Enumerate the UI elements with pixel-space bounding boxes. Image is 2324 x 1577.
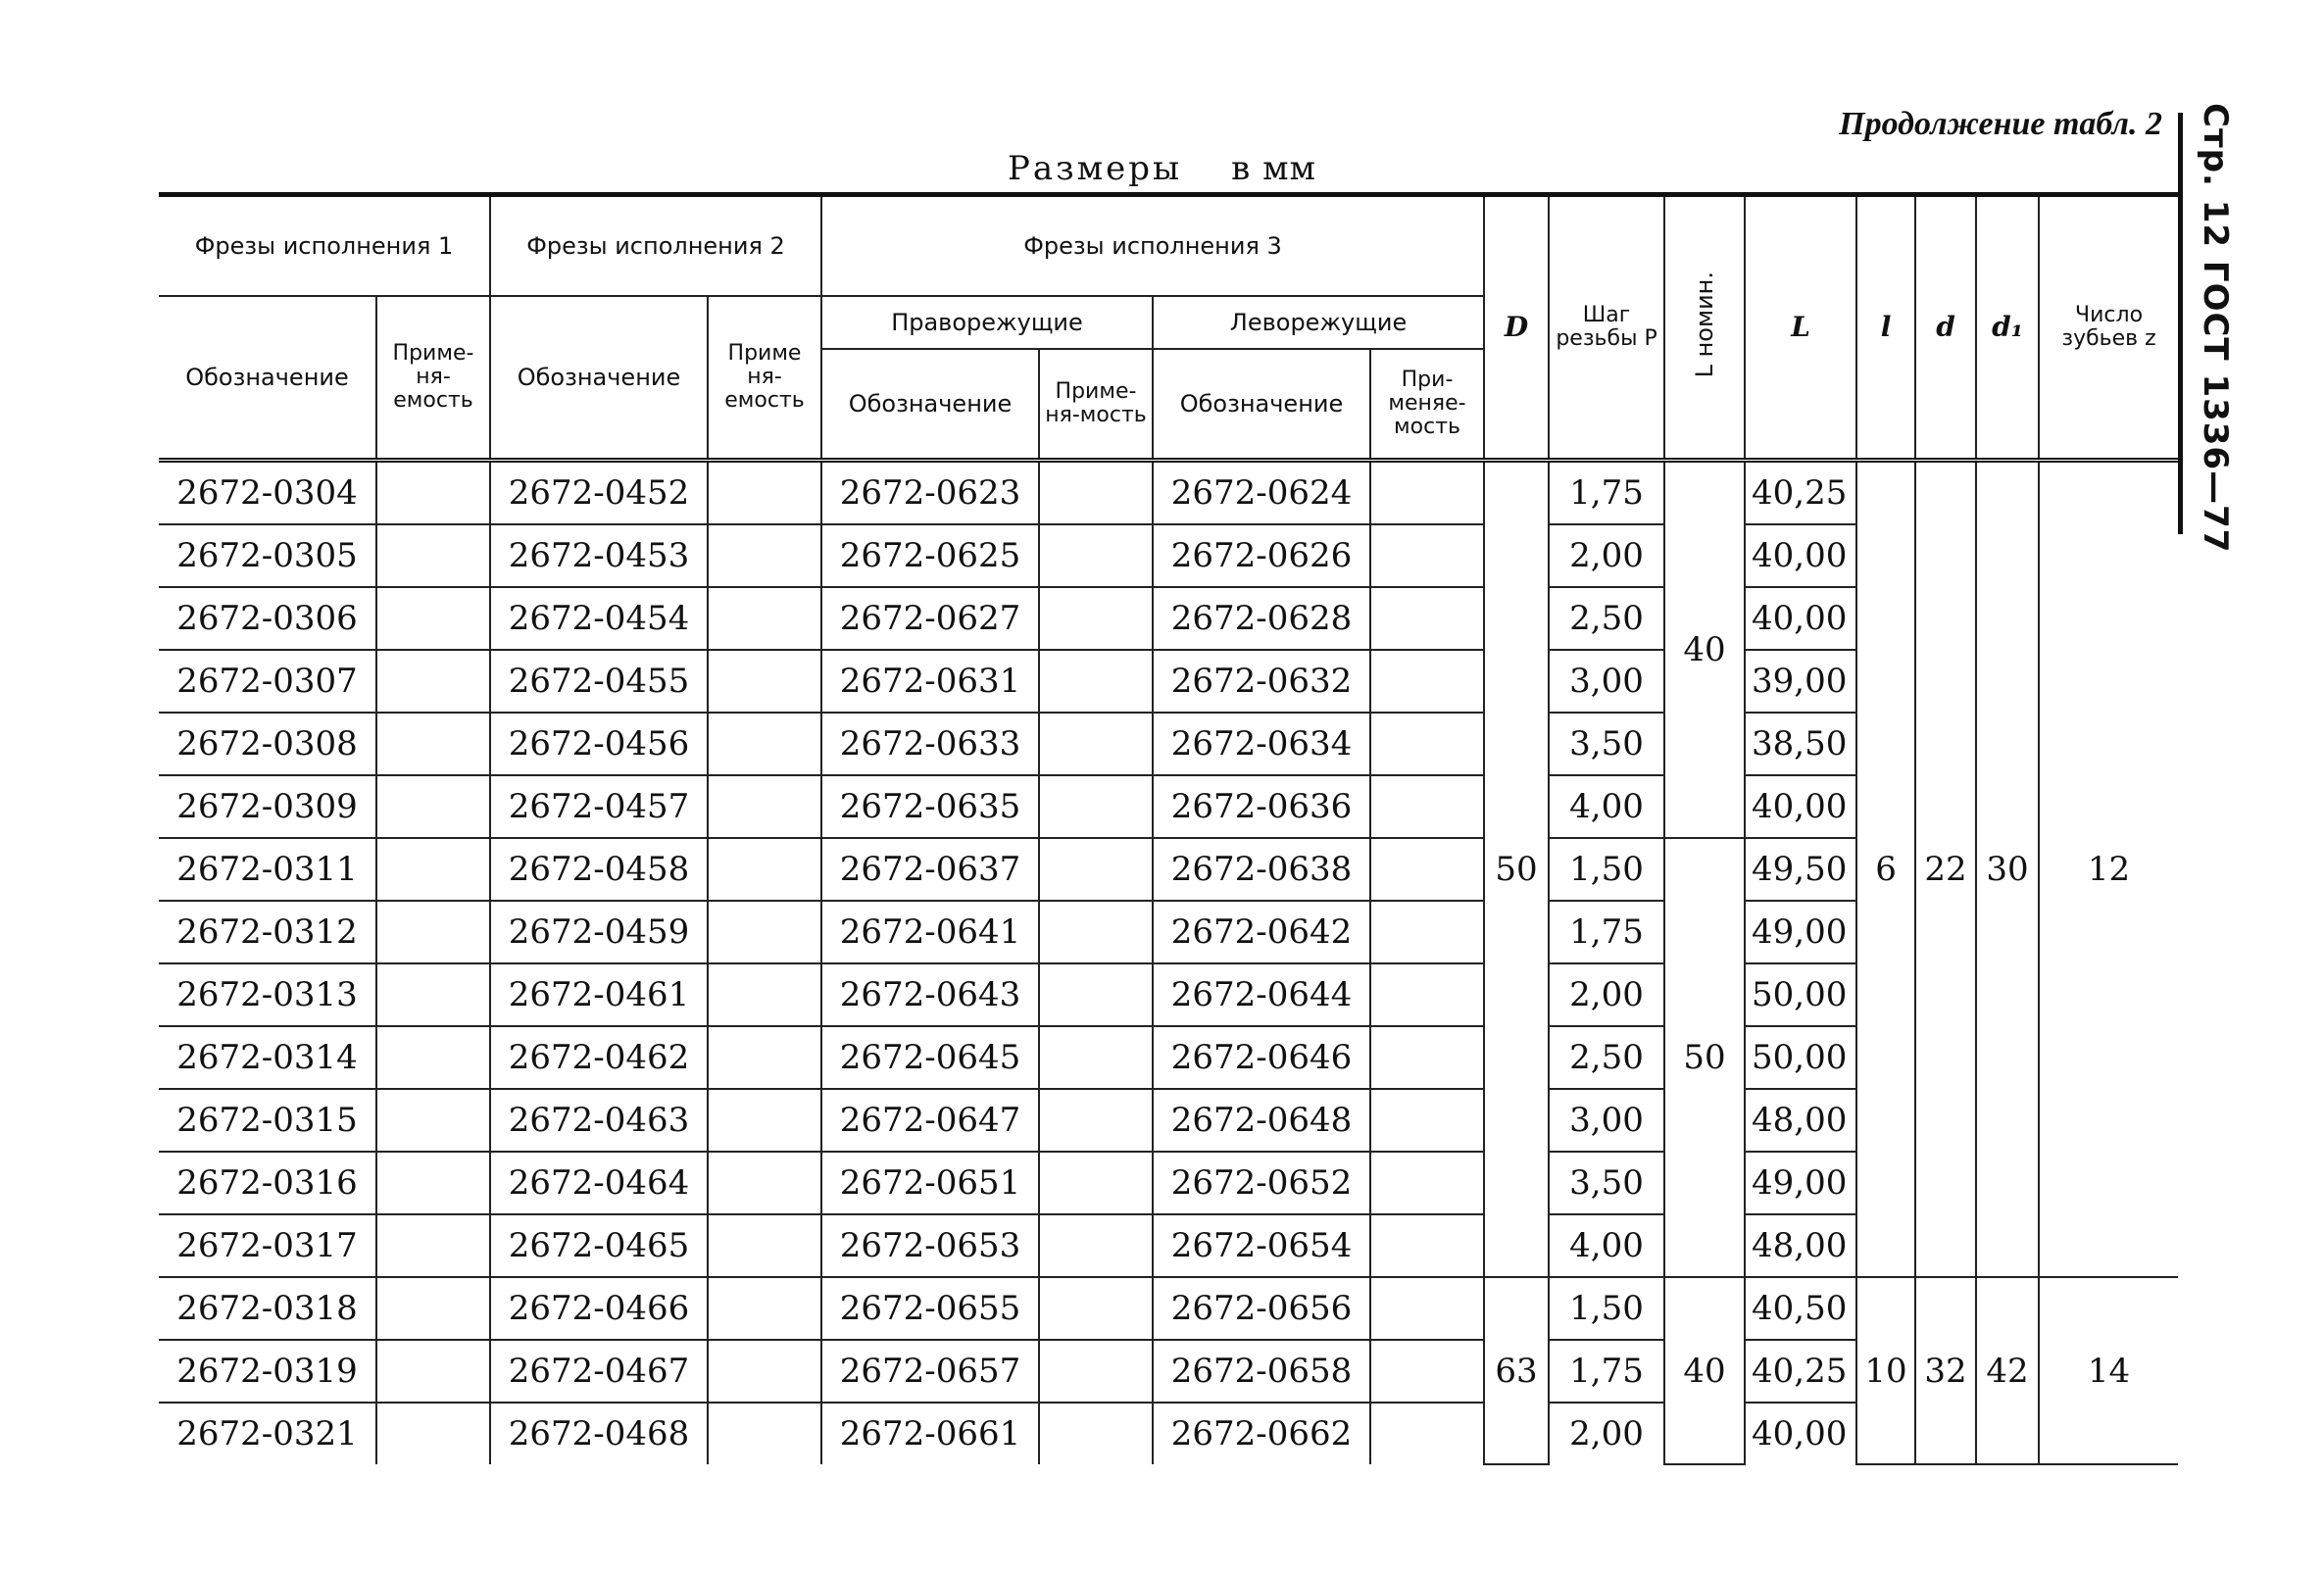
table-body — [159, 461, 2178, 1465]
designation-3-left: 2672-0648 — [1153, 1089, 1370, 1152]
designation-3-left: 2672-0642 — [1153, 901, 1370, 963]
applicability-3-left — [1370, 901, 1484, 963]
cell-L-nominal: 50 — [1664, 838, 1745, 1277]
header-applicability-2: Приме ня-емость — [708, 296, 821, 461]
designation-1: 2672-0321 — [159, 1403, 376, 1464]
cell-D: 63 — [1484, 1277, 1549, 1464]
designation-1: 2672-0318 — [159, 1277, 376, 1340]
designation-2: 2672-0454 — [490, 587, 708, 650]
applicability-2 — [708, 1214, 821, 1277]
designation-1: 2672-0304 — [159, 461, 376, 525]
applicability-1 — [376, 713, 490, 775]
applicability-1 — [376, 1277, 490, 1340]
designation-2: 2672-0467 — [490, 1340, 708, 1403]
applicability-3-left — [1370, 838, 1484, 901]
designation-3-left: 2672-0652 — [1153, 1152, 1370, 1214]
applicability-1 — [376, 775, 490, 838]
designation-2: 2672-0463 — [490, 1089, 708, 1152]
designation-3-right: 2672-0623 — [821, 461, 1039, 525]
designation-3-right: 2672-0625 — [821, 524, 1039, 587]
applicability-3-left — [1370, 461, 1484, 525]
thread-pitch: 1,50 — [1549, 838, 1664, 901]
applicability-3-right — [1039, 1340, 1153, 1403]
designation-3-right: 2672-0661 — [821, 1403, 1039, 1464]
designation-1: 2672-0315 — [159, 1089, 376, 1152]
page-standard-number: Стр. 12 ГОСТ 1336—77 — [2196, 103, 2235, 554]
designation-1: 2672-0319 — [159, 1340, 376, 1403]
thread-pitch: 1,50 — [1549, 1277, 1664, 1340]
thread-pitch: 4,00 — [1549, 775, 1664, 838]
applicability-3-right — [1039, 1026, 1153, 1089]
cell-teeth: 12 — [2039, 461, 2178, 1278]
applicability-3-left — [1370, 1340, 1484, 1403]
cell-d: 22 — [1915, 461, 1976, 1278]
designation-3-left: 2672-0656 — [1153, 1277, 1370, 1340]
applicability-2 — [708, 524, 821, 587]
designation-3-left: 2672-0662 — [1153, 1403, 1370, 1464]
length-L: 48,00 — [1745, 1089, 1856, 1152]
designation-1: 2672-0308 — [159, 713, 376, 775]
designation-2: 2672-0466 — [490, 1277, 708, 1340]
designation-3-left: 2672-0624 — [1153, 461, 1370, 525]
applicability-1 — [376, 1340, 490, 1403]
applicability-2 — [708, 650, 821, 713]
applicability-1 — [376, 838, 490, 901]
designation-2: 2672-0464 — [490, 1152, 708, 1214]
table-continuation-caption: Продолжение табл. 2 — [1839, 106, 2162, 142]
header-teeth-count: Число зубьев z — [2039, 195, 2178, 461]
length-L: 49,00 — [1745, 901, 1856, 963]
length-L: 40,25 — [1745, 1340, 1856, 1403]
applicability-3-left — [1370, 1403, 1484, 1464]
designation-1: 2672-0316 — [159, 1152, 376, 1214]
applicability-3-right — [1039, 461, 1153, 525]
designation-3-right: 2672-0633 — [821, 713, 1039, 775]
length-L: 40,25 — [1745, 461, 1856, 525]
header-d: d — [1915, 195, 1976, 461]
designation-3-left: 2672-0632 — [1153, 650, 1370, 713]
header-applicability-1: Приме-ня-емость — [376, 296, 490, 461]
applicability-3-right — [1039, 1277, 1153, 1340]
thread-pitch: 1,75 — [1549, 901, 1664, 963]
designation-3-right: 2672-0641 — [821, 901, 1039, 963]
designation-3-left: 2672-0626 — [1153, 524, 1370, 587]
applicability-2 — [708, 1340, 821, 1403]
designation-3-right: 2672-0651 — [821, 1152, 1039, 1214]
table-header — [159, 195, 2178, 461]
header-L-nominal-text: L номин. — [1690, 271, 1718, 378]
cutter-dimensions-table — [159, 192, 2178, 1465]
length-L: 50,00 — [1745, 963, 1856, 1026]
thread-pitch: 2,50 — [1549, 1026, 1664, 1089]
applicability-2 — [708, 461, 821, 525]
applicability-3-right — [1039, 838, 1153, 901]
applicability-2 — [708, 1089, 821, 1152]
designation-3-left: 2672-0658 — [1153, 1340, 1370, 1403]
thread-pitch: 2,00 — [1549, 963, 1664, 1026]
applicability-3-left — [1370, 524, 1484, 587]
header-d1: d₁ — [1976, 195, 2039, 461]
applicability-3-left — [1370, 963, 1484, 1026]
applicability-3-left — [1370, 1026, 1484, 1089]
designation-1: 2672-0312 — [159, 901, 376, 963]
designation-2: 2672-0457 — [490, 775, 708, 838]
cell-L-nominal: 40 — [1664, 461, 1745, 839]
designation-1: 2672-0307 — [159, 650, 376, 713]
header-l: l — [1856, 195, 1915, 461]
applicability-2 — [708, 713, 821, 775]
length-L: 49,50 — [1745, 838, 1856, 901]
dimensions-unit: в мм — [1231, 149, 1316, 188]
thread-pitch: 1,75 — [1549, 461, 1664, 525]
applicability-1 — [376, 1089, 490, 1152]
applicability-3-right — [1039, 901, 1153, 963]
length-L: 38,50 — [1745, 713, 1856, 775]
thread-pitch: 3,50 — [1549, 713, 1664, 775]
length-L: 40,00 — [1745, 524, 1856, 587]
designation-2: 2672-0461 — [490, 963, 708, 1026]
designation-3-right: 2672-0655 — [821, 1277, 1039, 1340]
designation-3-right: 2672-0637 — [821, 838, 1039, 901]
applicability-2 — [708, 1403, 821, 1464]
cell-L-nominal: 40 — [1664, 1277, 1745, 1464]
thread-pitch: 3,00 — [1549, 650, 1664, 713]
designation-1: 2672-0305 — [159, 524, 376, 587]
designation-1: 2672-0306 — [159, 587, 376, 650]
header-designation-3r: Обозначение — [821, 349, 1039, 461]
applicability-2 — [708, 1152, 821, 1214]
designation-3-left: 2672-0654 — [1153, 1214, 1370, 1277]
designation-3-left: 2672-0634 — [1153, 713, 1370, 775]
designation-2: 2672-0456 — [490, 713, 708, 775]
cell-D: 50 — [1484, 461, 1549, 1278]
dimensions-label: Размеры — [1008, 149, 1183, 188]
designation-1: 2672-0317 — [159, 1214, 376, 1277]
applicability-1 — [376, 650, 490, 713]
header-designation-1: Обозначение — [159, 296, 376, 461]
dimensions-note — [0, 149, 2324, 188]
applicability-3-left — [1370, 1214, 1484, 1277]
thread-pitch: 3,00 — [1549, 1089, 1664, 1152]
applicability-3-right — [1039, 1403, 1153, 1464]
applicability-3-right — [1039, 650, 1153, 713]
designation-3-left: 2672-0628 — [1153, 587, 1370, 650]
length-L: 40,00 — [1745, 775, 1856, 838]
table-row — [159, 461, 2178, 525]
cell-teeth: 14 — [2039, 1277, 2178, 1464]
applicability-1 — [376, 524, 490, 587]
applicability-2 — [708, 963, 821, 1026]
designation-2: 2672-0452 — [490, 461, 708, 525]
table-row — [159, 1277, 2178, 1340]
header-applicability-3r: Приме-ня-мость — [1039, 349, 1153, 461]
length-L: 49,00 — [1745, 1152, 1856, 1214]
applicability-1 — [376, 1152, 490, 1214]
designation-3-right: 2672-0643 — [821, 963, 1039, 1026]
cell-l: 6 — [1856, 461, 1915, 1278]
applicability-2 — [708, 901, 821, 963]
length-L: 40,00 — [1745, 1403, 1856, 1464]
cell-d1: 30 — [1976, 461, 2039, 1278]
applicability-2 — [708, 587, 821, 650]
applicability-1 — [376, 963, 490, 1026]
designation-3-right: 2672-0657 — [821, 1340, 1039, 1403]
header-group-1: Фрезы исполнения 1 — [159, 195, 490, 297]
header-thread-pitch: Шаг резьбы P — [1549, 195, 1664, 461]
applicability-1 — [376, 1026, 490, 1089]
applicability-2 — [708, 1026, 821, 1089]
applicability-2 — [708, 775, 821, 838]
length-L: 50,00 — [1745, 1026, 1856, 1089]
designation-2: 2672-0459 — [490, 901, 708, 963]
thread-pitch: 2,00 — [1549, 1403, 1664, 1464]
designation-1: 2672-0311 — [159, 838, 376, 901]
applicability-3-left — [1370, 713, 1484, 775]
cell-d1: 42 — [1976, 1277, 2039, 1464]
header-right-cutting: Праворежущие — [821, 296, 1153, 349]
thread-pitch: 4,00 — [1549, 1214, 1664, 1277]
applicability-1 — [376, 587, 490, 650]
applicability-3-left — [1370, 587, 1484, 650]
applicability-3-left — [1370, 1277, 1484, 1340]
designation-3-right: 2672-0647 — [821, 1089, 1039, 1152]
header-left-cutting: Леворежущие — [1153, 296, 1484, 349]
applicability-2 — [708, 838, 821, 901]
applicability-3-left — [1370, 650, 1484, 713]
designation-3-right: 2672-0645 — [821, 1026, 1039, 1089]
side-rule — [2178, 113, 2183, 534]
designation-1: 2672-0314 — [159, 1026, 376, 1089]
applicability-1 — [376, 1403, 490, 1464]
designation-3-right: 2672-0653 — [821, 1214, 1039, 1277]
thread-pitch: 3,50 — [1549, 1152, 1664, 1214]
designation-2: 2672-0468 — [490, 1403, 708, 1464]
applicability-3-left — [1370, 1089, 1484, 1152]
header-group-2: Фрезы исполнения 2 — [490, 195, 821, 297]
designation-2: 2672-0465 — [490, 1214, 708, 1277]
thread-pitch: 2,00 — [1549, 524, 1664, 587]
applicability-3-right — [1039, 1152, 1153, 1214]
designation-3-left: 2672-0636 — [1153, 775, 1370, 838]
designation-3-right: 2672-0635 — [821, 775, 1039, 838]
designation-2: 2672-0453 — [490, 524, 708, 587]
designation-3-left: 2672-0644 — [1153, 963, 1370, 1026]
header-group-3: Фрезы исполнения 3 — [821, 195, 1484, 297]
designation-2: 2672-0455 — [490, 650, 708, 713]
applicability-1 — [376, 901, 490, 963]
designation-1: 2672-0309 — [159, 775, 376, 838]
applicability-3-right — [1039, 587, 1153, 650]
length-L: 40,00 — [1745, 587, 1856, 650]
cell-d: 32 — [1915, 1277, 1976, 1464]
applicability-1 — [376, 461, 490, 525]
cell-l: 10 — [1856, 1277, 1915, 1464]
header-applicability-3l: При-меняе-мость — [1370, 349, 1484, 461]
length-L: 40,50 — [1745, 1277, 1856, 1340]
designation-1: 2672-0313 — [159, 963, 376, 1026]
header-L-nominal — [1664, 195, 1745, 461]
designation-3-left: 2672-0638 — [1153, 838, 1370, 901]
designation-2: 2672-0462 — [490, 1026, 708, 1089]
applicability-3-right — [1039, 963, 1153, 1026]
applicability-1 — [376, 1214, 490, 1277]
thread-pitch: 1,75 — [1549, 1340, 1664, 1403]
thread-pitch: 2,50 — [1549, 587, 1664, 650]
designation-3-right: 2672-0631 — [821, 650, 1039, 713]
designation-2: 2672-0458 — [490, 838, 708, 901]
length-L: 48,00 — [1745, 1214, 1856, 1277]
applicability-2 — [708, 1277, 821, 1340]
applicability-3-right — [1039, 713, 1153, 775]
header-D: D — [1484, 195, 1549, 461]
applicability-3-right — [1039, 1214, 1153, 1277]
header-designation-2: Обозначение — [490, 296, 708, 461]
length-L: 39,00 — [1745, 650, 1856, 713]
applicability-3-right — [1039, 524, 1153, 587]
designation-3-left: 2672-0646 — [1153, 1026, 1370, 1089]
applicability-3-right — [1039, 1089, 1153, 1152]
applicability-3-left — [1370, 1152, 1484, 1214]
applicability-3-left — [1370, 775, 1484, 838]
header-L: L — [1745, 195, 1856, 461]
designation-3-right: 2672-0627 — [821, 587, 1039, 650]
header-designation-3l: Обозначение — [1153, 349, 1370, 461]
applicability-3-right — [1039, 775, 1153, 838]
